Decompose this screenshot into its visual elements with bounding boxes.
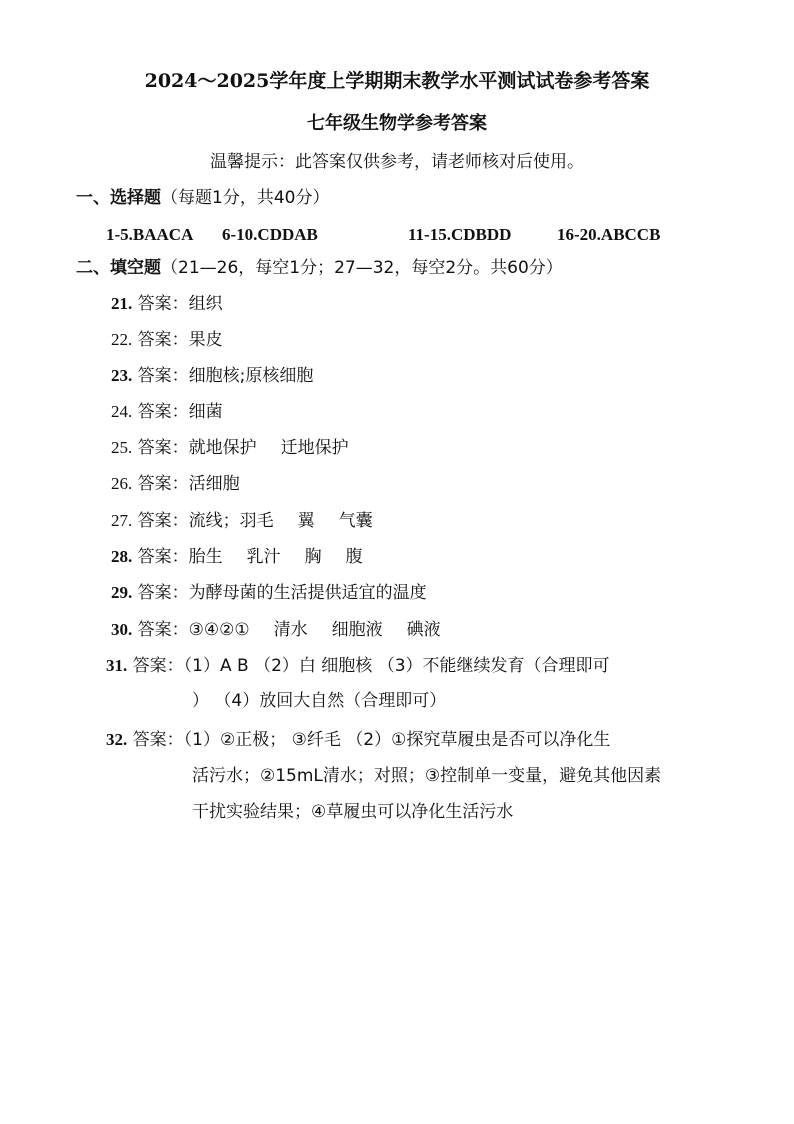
item-number: 24. (111, 402, 133, 421)
answer-label: 答案： (137, 366, 189, 386)
answer-part: 胸 (304, 547, 322, 567)
answer-part: 清水 (273, 620, 308, 640)
answer-item-26 (111, 472, 240, 496)
answer-text: 为酵母菌的生活提供适宜的温度 (188, 583, 427, 603)
answer-label: 答案： (137, 474, 189, 494)
answer-item-27 (111, 509, 373, 533)
document-subtitle: 七年级生物学参考答案 (307, 113, 487, 134)
answer-part: 胎生 (188, 547, 223, 567)
section2-heading: 二、填空题 (76, 258, 161, 278)
answer-label: 答案： (137, 511, 189, 531)
tip-text: 温馨提示：此答案仅供参考，请老师核对后使用。 (210, 152, 584, 172)
section1-heading: 一、选择题 (76, 188, 161, 208)
mc-answer-16-20: 16-20.ABCCB (557, 225, 661, 244)
answer-item-21 (111, 292, 223, 316)
section2-header (76, 256, 563, 280)
section1-header (76, 186, 329, 210)
item-number: 25. (111, 438, 133, 457)
answer-text: 活细胞 (188, 474, 240, 494)
answer-item-31-continued: ） （4）放回大自然（合理即可） (192, 691, 447, 711)
item-number: 29. (111, 583, 133, 602)
answer-item-29 (111, 581, 427, 605)
answer-label: 答案： (137, 402, 189, 422)
mc-answer-6-10: 6-10.CDDAB (222, 225, 318, 244)
answer-item-24 (111, 400, 223, 424)
answer-item-28 (111, 545, 363, 569)
item-number: 31. (106, 656, 128, 675)
answer-label: 答案： (132, 730, 184, 750)
item-number: 26. (111, 474, 133, 493)
answer-part: 迁地保护 (280, 438, 349, 458)
answer-text: 果皮 (188, 330, 223, 350)
answer-label: 答案： (137, 294, 189, 314)
answer-part: 流线；羽毛 (188, 511, 274, 531)
answer-item-32-line2: 活污水；②15mL清水；对照；③控制单一变量，避免其他因素 (192, 766, 662, 786)
answer-part: 腹 (345, 547, 363, 567)
answer-part: 气囊 (338, 511, 373, 531)
mc-answer-11-15: 11-15.CDBDD (408, 225, 512, 244)
mc-answer-1-5: 1-5.BAACA (106, 225, 194, 244)
section2-note: （21—26，每空1分；27—32，每空2分。共60分） (161, 258, 563, 278)
answer-item-23 (111, 364, 313, 388)
item-number: 32. (106, 730, 128, 749)
item-number: 27. (111, 511, 133, 530)
answer-label: 答案： (132, 656, 184, 676)
answer-item-25 (111, 436, 349, 460)
answer-text-line1: （1）A B （2）白 细胞核 （3）不能继续发育（合理即可 (183, 656, 610, 676)
answer-item-22 (111, 328, 223, 352)
answer-text-line1: （1）②正极； ③纤毛 （2）①探究草履虫是否可以净化生 (183, 730, 611, 750)
item-number: 30. (111, 620, 133, 639)
answer-part: 就地保护 (188, 438, 257, 458)
answer-label: 答案： (137, 620, 189, 640)
document-title: 2024～2025学年度上学期期末教学水平测试试卷参考答案 (144, 70, 650, 92)
answer-text: 组织 (188, 294, 223, 314)
answer-part: ③④②① (188, 620, 250, 640)
item-number: 23. (111, 366, 133, 385)
answer-item-30 (111, 618, 441, 642)
item-number: 22. (111, 330, 133, 349)
answer-label: 答案： (137, 547, 189, 567)
answer-label: 答案： (137, 438, 189, 458)
answer-label: 答案： (137, 330, 189, 350)
answer-text: 细菌 (188, 402, 223, 422)
item-number: 21. (111, 294, 133, 313)
answer-part: 碘液 (406, 620, 441, 640)
answer-item-31 (106, 654, 610, 678)
answer-text: 细胞核;原核细胞 (188, 366, 314, 386)
answer-item-32 (106, 728, 610, 752)
mc-answer-row (0, 223, 794, 247)
item-number: 28. (111, 547, 133, 566)
answer-part: 细胞液 (331, 620, 383, 640)
section1-note: （每题1分，共40分） (161, 188, 330, 208)
answer-item-32-line3: 干扰实验结果；④草履虫可以净化生活污水 (192, 802, 514, 822)
answer-part: 翼 (297, 511, 315, 531)
answer-part: 乳汁 (246, 547, 281, 567)
answer-label: 答案： (137, 583, 189, 603)
